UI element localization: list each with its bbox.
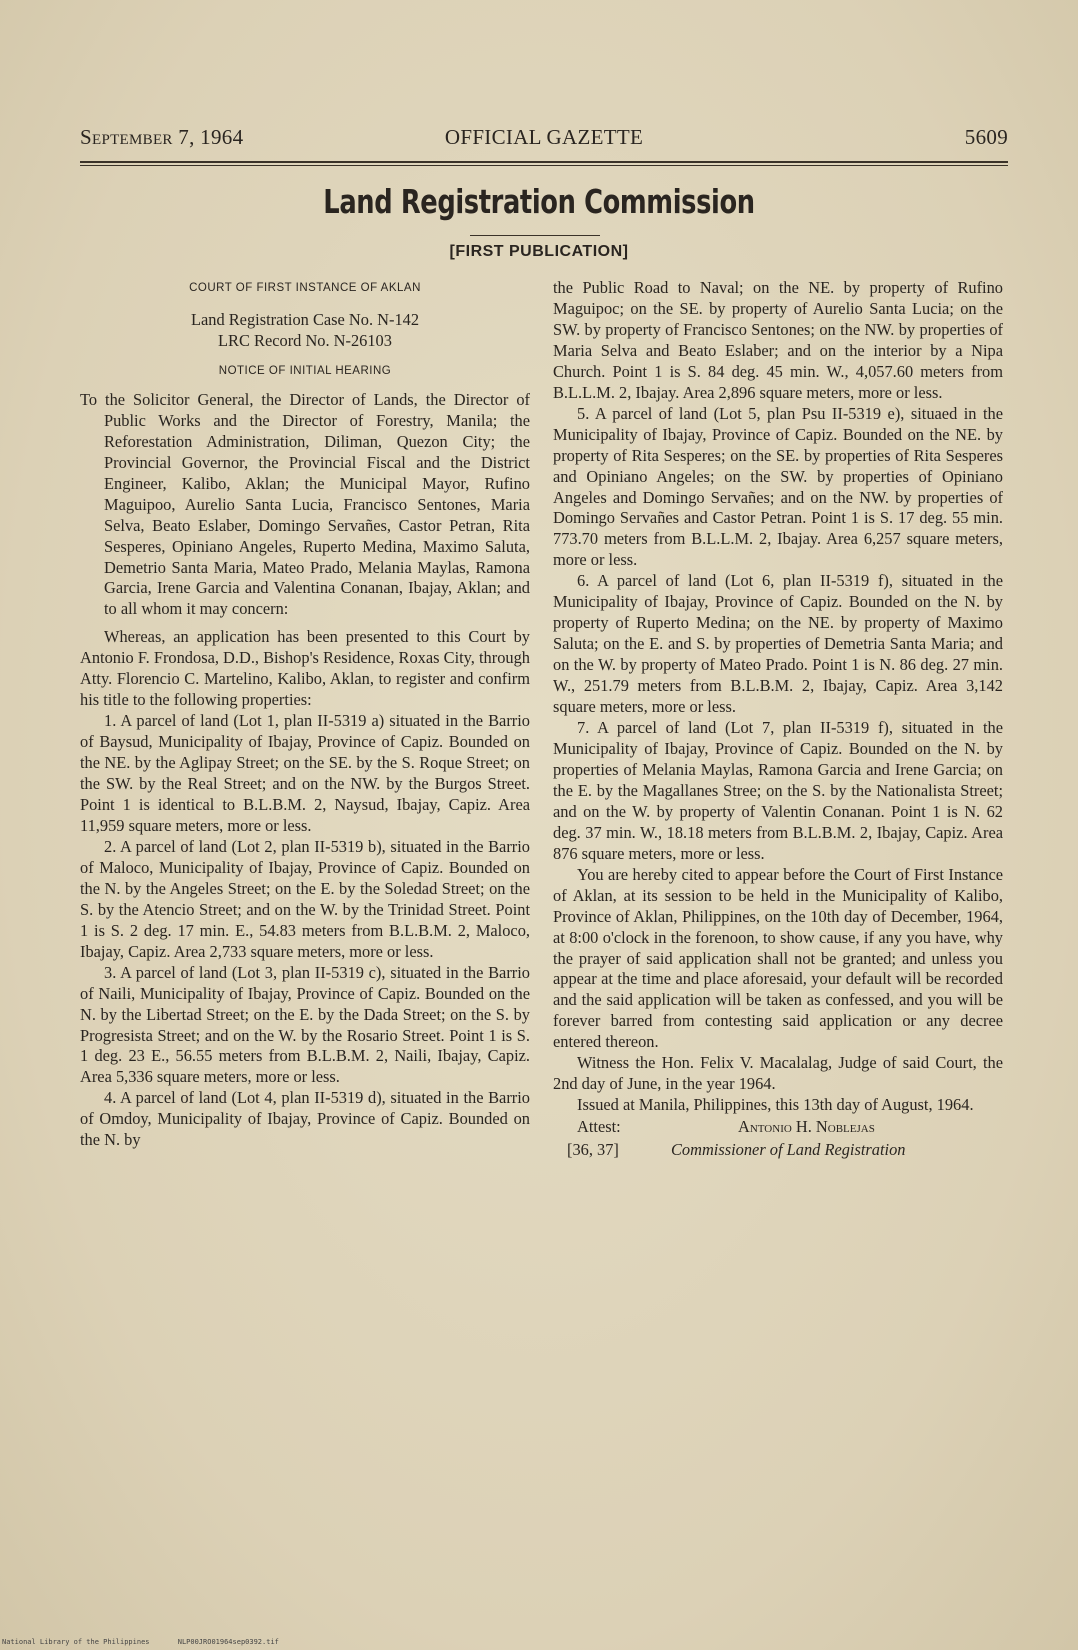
footer-file: NLP00JRO01964sep0392.tif xyxy=(177,1638,279,1646)
scan-footer xyxy=(2,1638,303,1646)
citation-paragraph: You are hereby cited to appear before the Court of First Instance of Aklan, at its session to be held in the Municipality of Kalibo, Province of Aklan, Philippines, on the 10th day of December, 1964, at 8:00 o'clock in the forenoon, to show cause, if any you have, why the prayer of said application shall not be granted; and unless you appear at the time and place aforesaid, your default will be recorded and the said application will be taken as confessed, and you will be forever barred from contesting said application or any decree entered thereon. xyxy=(553,864,1003,1052)
attest-line xyxy=(553,1117,1003,1139)
right-column xyxy=(553,278,1003,1162)
header-publication: OFFICIAL GAZETTE xyxy=(444,125,644,149)
parcel-6: 6. A parcel of land (Lot 6, plan II-5319 f), situated in the Municipality of Ibajay, Province of Capiz. Bounded on the N. by property of Ruperto Medina; on the NE. by property of Maximo Saluta; on the E. and S. by properties of Demetria Santa Maria; and on the W. by property of Mateo Prado. Point 1 is N. 86 deg. 27 min. W., 251.79 meters from B.L.B.M. 2, Ibajay, Capiz. Area 3,142 square meters, more or less. xyxy=(553,571,1003,717)
parcel-7: 7. A parcel of land (Lot 7, plan II-5319 f), situated in the Municipality of Ibajay, Province of Capiz. Bounded on the N. by properties of Melania Maylas, Ramona Garcia and Irene Garcia; on the E. by the Magallanes Stree; on the S. by the Nationalista Street; and on the W. by property of Valentin Conanan. Point 1 is N. 62 deg. 37 min. W., 18.18 meters from B.L.B.M. 2, Ibajay, Capiz. Area 876 square meters, more or less. xyxy=(553,718,1003,863)
reference-number: [36, 37] xyxy=(567,1140,619,1160)
whereas-paragraph: Whereas, an application has been presented to this Court by Antonio F. Frondosa, D.D., Bishop's Residence, Roxas City, through Atty. Florencio C. Martelino, Kalibo, Aklan, to register and confirm his title to the following properties: xyxy=(80,627,530,710)
parcel-2: 2. A parcel of land (Lot 2, plan II-5319 b), situated in the Barrio of Maloco, Municipality of Ibajay, Province of Capiz. Bounded on the N. by the Angeles Street; on the E. by the Soledad Street; on the S. by the Atencio Street; and on the W. by the Trinidad Street. Point 1 is S. 2 deg. 17 min. E., 54.83 meters from B.L.B.M. 2, Maloco, Ibajay, Capiz. Area 2,733 square meters, more or less. xyxy=(80,836,530,961)
footer-library: National Library of the Philippines xyxy=(2,1638,150,1646)
signature-line xyxy=(553,1140,1003,1162)
publication-tag: [FIRST PUBLICATION] xyxy=(449,243,629,260)
issued-paragraph: Issued at Manila, Philippines, this 13th day of August, 1964. xyxy=(577,1095,974,1115)
parcel-1: 1. A parcel of land (Lot 1, plan II-5319 a) situated in the Barrio of Baysud, Municipality of Ibajay, Province of Capiz. Bounded on the NE. by the Aglipay Street; on the SE. by the S. Roque Street; on the SW. by the Real Street; and on the NW. by the Burgos Street. Point 1 is identical to B.L.B.M. 2, Naysud, Ibajay, Capiz. Area 11,959 square meters, more or less. xyxy=(80,711,530,835)
parcel-3: 3. A parcel of land (Lot 3, plan II-5319 c), situated in the Barrio of Naili, Municipality of Ibajay, Province of Capiz. Bounded on the N. by the Libertad Street; on the E. by the Dada Street; on the S. by Progresista Street; and on the W. by the Rosario Street. Point 1 is S. 1 deg. 23 E., 56.55 meters from B.L.B.M. 2, Naili, Ibajay, Capiz. Area 5,336 square meters, more or less. xyxy=(80,962,530,1087)
witness-paragraph: Witness the Hon. Felix V. Macalalag, Judge of said Court, the 2nd day of June, in the year 1964. xyxy=(553,1053,1003,1094)
court-name: COURT OF FIRST INSTANCE OF AKLAN xyxy=(189,282,421,294)
attest-label: Attest: xyxy=(577,1117,621,1137)
left-column xyxy=(80,278,530,1151)
parcel-4-continued: the Public Road to Naval; on the NE. by property of Rufino Maguipoc; on the SE. by property of Aurelio Santa Lucia; on the SW. by property of Francisco Sentones; on the NW. by properties of Maria Selva and Beato Eslaber; and on the interior by a Nipa Church. Point 1 is S. 84 deg. 45 min. W., 4,057.60 meters from B.L.L.M. 2, Ibajay. Area 2,896 square meters, more or less. xyxy=(553,278,1003,402)
lrc-record: LRC Record No. N-26103 xyxy=(218,330,392,350)
header-date: September 7, 1964 xyxy=(80,125,244,149)
notice-heading: NOTICE OF INITIAL HEARING xyxy=(218,364,392,377)
page-header xyxy=(80,125,1008,151)
case-number: Land Registration Case No. N-142 xyxy=(190,309,420,329)
header-rule-thin xyxy=(80,165,1008,166)
parcel-4: 4. A parcel of land (Lot 4, plan II-5319 d), situated in the Barrio of Omdoy, Municipality of Ibajay, Province of Capiz. Bounded on the N. by xyxy=(80,1088,530,1150)
section-title: Land Registration Commission xyxy=(323,182,755,221)
signatory-name: Antonio H. Noblejas xyxy=(738,1117,875,1137)
header-rule xyxy=(80,161,1008,163)
addressees-paragraph: To the Solicitor General, the Director of Lands, the Director of Public Works and the Director of Forestry, Manila; the Reforestation Administration, Diliman, Quezon City; the Provincial Governor, the Provincial Fiscal and the District Engineer, Kalibo, Aklan; the Municipal Mayor, Rufino Maguipoo, Aurelio Santa Lucia, Francisco Sentones, Maria Selva, Beato Eslaber, Domingo Servañes, Castor Petran, Rita Sesperes, Opiniano Angeles, Ruperto Medina, Maximo Saluta, Demetrio Santa Maria, Mateo Prado, Melania Maylas, Ramona Garcia, Irene Garcia and Valentina Conanan, Ibajay, Aklan; and to all whom it may concern: xyxy=(80,389,530,619)
parcel-5: 5. A parcel of land (Lot 5, plan Psu II-5319 e), situaed in the Municipality of Ibajay, Province of Capiz. Bounded on the NE. by property of Rita Sesperes; on the SE. by properties of Rita Sesperes and Opiniano Angeles; on the SW. by properties of Opiniano Angeles and Domingo Servañes; and on the NW. by properties of Domingo Servañes and Castor Petran. Point 1 is S. 17 deg. 55 min. 773.70 meters from B.L.L.M. 2, Ibajay. Area 6,257 square meters, more or less. xyxy=(553,403,1003,570)
title-divider xyxy=(470,235,600,236)
header-page-number: 5609 xyxy=(964,125,1008,149)
signatory-title: Commissioner of Land Registration xyxy=(671,1140,906,1160)
